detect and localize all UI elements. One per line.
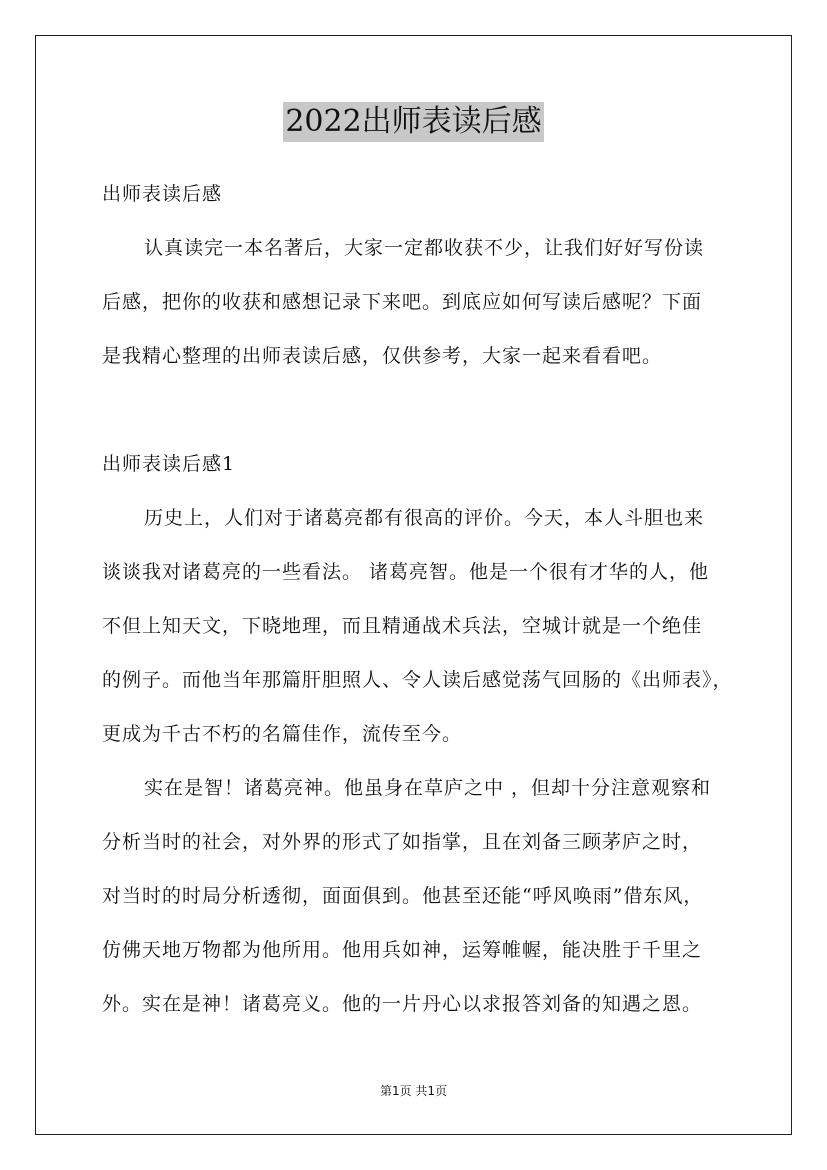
paragraph-line: 后感，把你的收获和感想记录下来吧。到底应如何写读后感呢？下面 <box>102 291 703 313</box>
paragraph-line: 分析当时的社会，对外界的形式了如指掌，且在刘备三顾茅庐之时， <box>102 831 703 853</box>
section-heading: 出师表读后感 <box>102 183 223 205</box>
paragraph-line: 的例子。而他当年那篇肝胆照人、令人读后感觉荡气回肠的《出师表》， <box>102 669 733 691</box>
paragraph-line: 不但上知天文，下晓地理，而且精通战术兵法，空城计就是一个绝佳 <box>102 615 703 637</box>
paragraph-line: 是我精心整理的出师表读后感，仅供参考，大家一起来看看吧。 <box>102 345 663 367</box>
paragraph-line: 仿佛天地万物都为他所用。他用兵如神，运筹帷幄，能决胜于千里之 <box>102 939 703 961</box>
paragraph-line: 更成为千古不朽的名篇佳作，流传至今。 <box>102 723 463 745</box>
document-title-text: 2022出师表读后感 <box>283 102 543 142</box>
page-number-footer: 第1页 共1页 <box>379 1084 448 1098</box>
paragraph-line: 谈谈我对诸葛亮的一些看法。 诸葛亮智。他是一个很有才华的人，他 <box>102 561 710 583</box>
paragraph-line: 认真读完一本名著后，大家一定都收获不少，让我们好好写份读 <box>144 237 705 259</box>
section-heading: 出师表读后感1 <box>102 453 236 475</box>
paragraph-line: 外。实在是神！诸葛亮义。他的一片丹心以求报答刘备的知遇之恩。 <box>102 993 703 1015</box>
paragraph-line: 历史上，人们对于诸葛亮都有很高的评价。今天，本人斗胆也来 <box>144 507 705 529</box>
paragraph-line: 对当时的时局分析透彻，面面俱到。他甚至还能“呼风唤雨”借东风， <box>102 885 704 907</box>
document-title <box>0 102 827 142</box>
paragraph-line: 实在是智！诸葛亮神。他虽身在草庐之中 ，但却十分注意观察和 <box>144 777 712 799</box>
